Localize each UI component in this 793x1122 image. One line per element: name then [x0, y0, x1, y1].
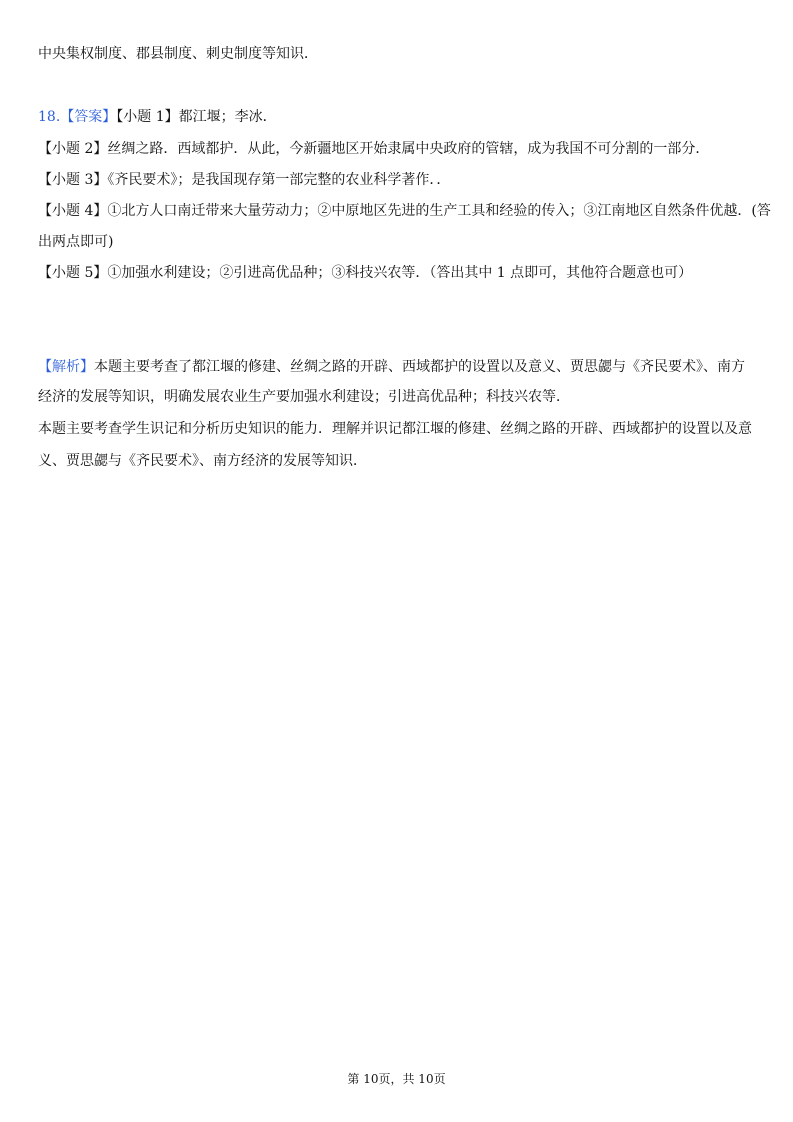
sub-question-4-line-1: 【小题 4】①北方人口南迁带来大量劳动力；②中原地区先进的生产工具和经验的传入；③江南地区自然条件优越．(答	[38, 203, 771, 219]
sub-question-3: 【小题 3】《齐民要术》；是我国现存第一部完整的农业科学著作．．	[38, 172, 451, 188]
analysis-paragraph-line-1	[38, 357, 745, 377]
sub-question-5: 【小题 5】①加强水利建设；②引进高优品种；③科技兴农等．（答出其中 1 点即可，其他符合题意也可）	[38, 265, 693, 281]
analysis-paragraph-line-3: 本题主要考查学生识记和分析历史知识的能力．理解并识记都江堰的修建、丝绸之路的开辟、西域都护的设置以及意	[38, 421, 752, 437]
analysis-tag: 【解析】	[38, 359, 94, 375]
sub-question-1: 【小题 1】都江堰；李冰．	[116, 109, 277, 125]
answer-tag: 【答案】	[60, 109, 117, 125]
page-footer: 第 10页，共 10页	[347, 1072, 446, 1086]
sub-question-2: 【小题 2】丝绸之路．西域都护．从此，今新疆地区开始隶属中央政府的管辖，成为我国不可分割的一部分．	[38, 141, 710, 157]
analysis-text-1: 本题主要考查了都江堰的修建、丝绸之路的开辟、西域都护的设置以及意义、贾思勰与《齐民要术》、南方	[94, 359, 745, 375]
analysis-paragraph-line-4: 义、贾思勰与《齐民要术》、南方经济的发展等知识．	[38, 453, 367, 469]
analysis-paragraph-line-2: 经济的发展等知识，明确发展农业生产要加强水利建设；引进高优品种；科技兴农等．	[38, 389, 570, 405]
sub-question-4-line-2: 出两点即可)	[38, 234, 114, 250]
intro-text: 中央集权制度、郡县制度、刺史制度等知识．	[38, 46, 318, 62]
answer-heading	[38, 107, 277, 127]
question-number: 18.	[38, 109, 61, 125]
